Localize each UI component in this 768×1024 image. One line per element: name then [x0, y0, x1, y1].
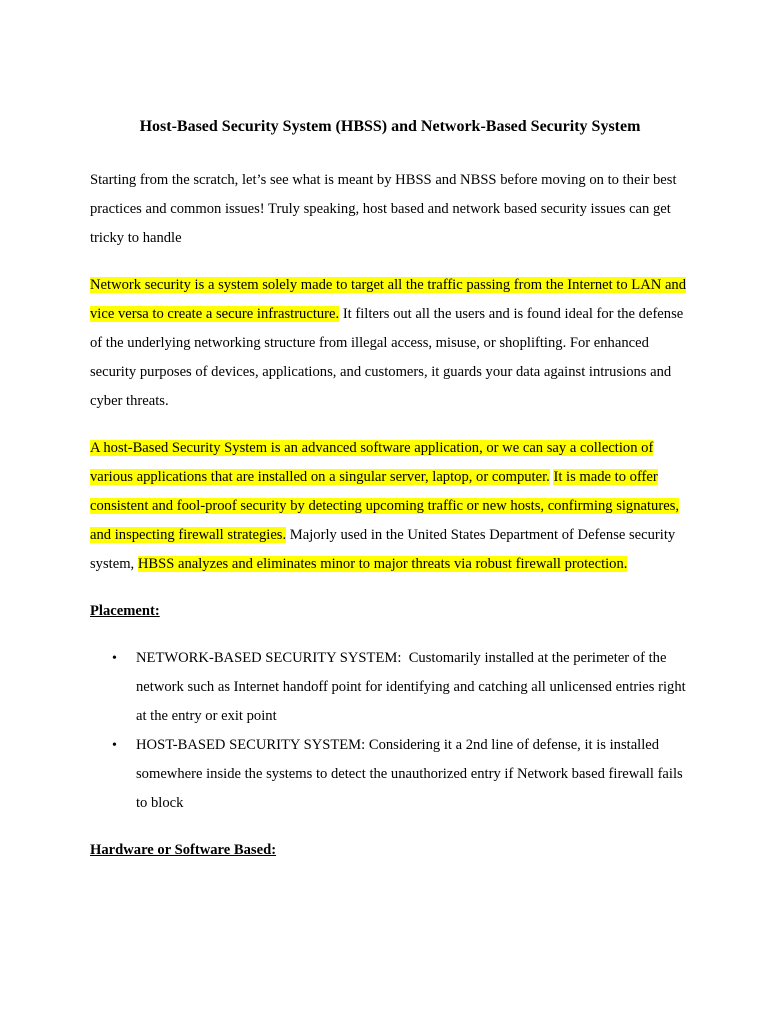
intro-paragraph: Starting from the scratch, let’s see what is meant by HBSS and NBSS before moving on to their best practices and common issues! Truly speaking, host based and network based security issues can get tricky to handle	[90, 172, 677, 246]
host-security-paragraph	[90, 434, 690, 579]
list-item-text: NETWORK-BASED SECURITY SYSTEM: Customarily installed at the perimeter of the network such as Internet handoff point for identifying and catching all unlicensed entries right at the entry or exit point	[136, 650, 686, 724]
paragraph-text: Majorly used in the United States Department of Defense security system,	[90, 527, 676, 572]
placement-list	[90, 644, 690, 818]
bullet-icon: •	[112, 651, 117, 666]
document-title: Host-Based Security System (HBSS) and Network-Based Security System	[139, 118, 641, 135]
list-item-text: HOST-BASED SECURITY SYSTEM: Considering it a 2nd line of defense, it is installed somewhere inside the systems to detect the unauthorized entry if Network based firewall fails to block	[136, 737, 683, 811]
document-body	[90, 114, 690, 883]
hardware-software-heading: Hardware or Software Based:	[90, 842, 277, 858]
highlighted-text: Network security is a system solely made to target all the traffic passing from the Internet to LAN and vice versa to create a secure infrastructure.	[90, 277, 687, 322]
list-item	[90, 644, 690, 731]
highlighted-text: HBSS analyzes and eliminates minor to major threats via robust firewall protection.	[137, 556, 628, 572]
bullet-icon: •	[112, 738, 117, 753]
paragraph-text: It filters out all the users and is found ideal for the defense of the underlying networking structure from illegal access, misuse, or shoplifting. For enhanced security purposes of devices, applications, and customers, it guards your data against intrusions and cyber threats.	[90, 306, 684, 409]
highlighted-text: It is made to offer consistent and fool-proof security by detecting upcoming traffic or new hosts, confirming signatures, and inspecting firewall strategies.	[90, 469, 680, 543]
list-item	[90, 731, 690, 818]
network-security-paragraph	[90, 271, 690, 416]
placement-heading: Placement:	[90, 603, 160, 619]
highlighted-text: A host-Based Security System is an advanced software application, or we can say a collection of various applications that are installed on a singular server, laptop, or computer.	[90, 440, 654, 485]
